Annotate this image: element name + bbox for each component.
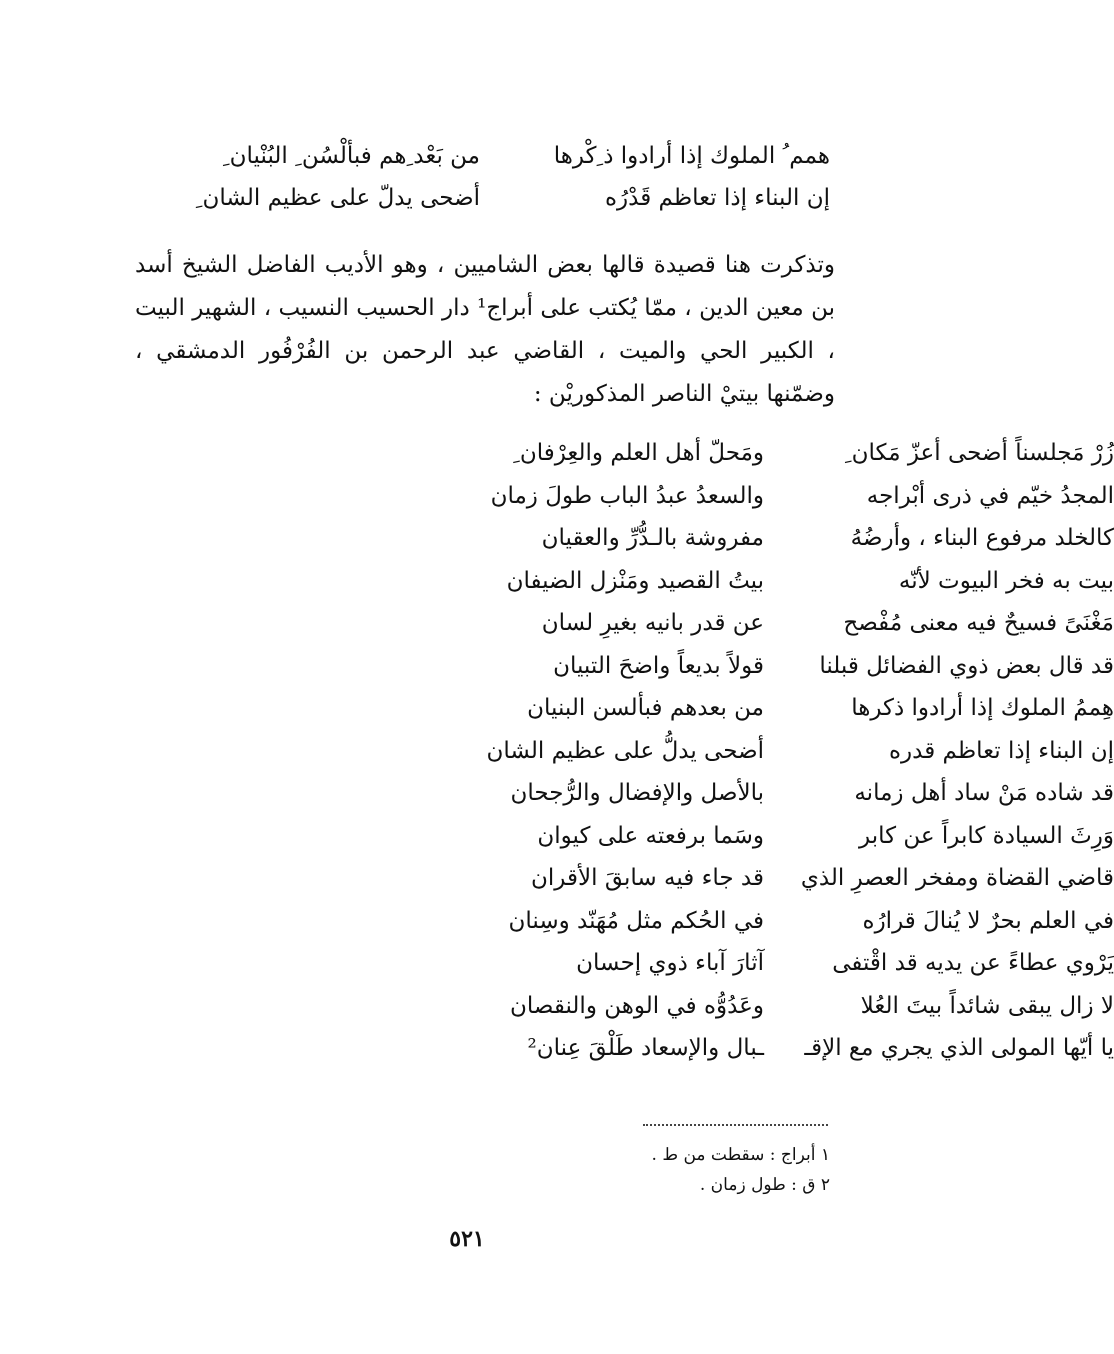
verse-second-hemistich: أضحى يدلُّ على عظيم الشان [486, 737, 764, 764]
verse-second-hemistich: والسعدُ عبدُ الباب طولَ زمان [490, 482, 764, 509]
footnote-divider [643, 1124, 828, 1126]
verse-first-hemistich: هِممُ الملوك إذا أرادوا ذكرها [851, 695, 1114, 722]
poem-verse [464, 900, 1114, 943]
verse-second-hemistich: ومَحلّ أهل العلم والعِرْفان ِ [513, 440, 764, 467]
verse-first-hemistich: لا زال يبقى شائداً بيتَ العُلا [860, 992, 1114, 1019]
poem-verse [464, 942, 1114, 985]
verse-first-hemistich: إن البناء إذا تعاظم قَدْرُه [605, 185, 830, 211]
verse-second-hemistich: من بعدهم فبألسن البنيان [527, 695, 764, 722]
verse-first-hemistich: مَغْنَىً فسيحٌ فيه معنى مُفْصح [843, 610, 1114, 637]
poem-verse [464, 815, 1114, 858]
verse-first-hemistich: وَرِثَ السيادة كابراً عن كابر [859, 822, 1114, 849]
footnote-2: ٢ ق : طول زمان . [699, 1175, 830, 1195]
poem-verse [464, 645, 1114, 688]
verse-second-hemistich: في الحُكم مثل مُهَنّد وسِنان [508, 907, 764, 934]
verse-second-hemistich: بيتُ القصيد ومَنْزل الضيفان [506, 567, 764, 594]
verse-first-hemistich: إن البناء إذا تعاظم قدره [889, 737, 1114, 764]
footnote-1: ١ أبراج : سقطت من ط . [651, 1145, 830, 1165]
page-number: ٥٢١ [449, 1226, 485, 1252]
poem-verse [464, 517, 1114, 560]
verse-first-hemistich: المجدُ خيّم في ذرى أبْراجه [866, 482, 1114, 509]
verse-first-hemistich: كالخلد مرفوع البناء ، وأرضُهُ [850, 525, 1114, 552]
poem-verse [464, 857, 1114, 900]
verse-second-hemistich: وسَما برفعته على كيوان [537, 822, 764, 849]
verse-second-hemistich: آثارَ آباء ذوي إحسان [576, 950, 764, 977]
poem-verse [464, 560, 1114, 603]
poem-verse [464, 687, 1114, 730]
poem-verse [464, 1027, 1114, 1070]
verse-second-hemistich: قد جاء فيه سابقَ الأقران [531, 865, 764, 892]
poem-verse [464, 432, 1114, 475]
verse-first-hemistich: في العلم بحرٌ لا يُنالَ قرارُه [862, 907, 1114, 934]
body-paragraph: وتذكرت هنا قصيدة قالها بعض الشاميين ، وهو الأديب الفاضل الشيخ أسد بن معين الدين ، ممّا يُكتب على أبراج¹ دار الحسيب النسيب ، الشهير البيت ، الكبير الحي والميت ، القاضي عبد الرحمن بن الفُرْفُور الدمشقي ، وضمّنها بيتيْ الناصر المذكوريْن : [135, 252, 835, 407]
verse-first-hemistich: قاضي القضاة ومفخر العصرِ الذي [800, 865, 1114, 892]
footnotes [540, 1140, 830, 1200]
verse-first-hemistich: همم ُ الملوك إذا أرادوا ذ ِكْرها [553, 143, 830, 169]
poem-verse [464, 730, 1114, 773]
top-verse-1 [180, 136, 830, 176]
verse-first-hemistich: زُرْ مَجلسناً أضحى أعزّ مَكان ِ [844, 440, 1114, 467]
verse-second-hemistich: وعَدُوُّه في الوهن والنقصان [510, 992, 764, 1019]
verse-first-hemistich: قد قال بعض ذوي الفضائل قبلنا [819, 652, 1114, 679]
poem [0, 432, 1114, 1070]
verse-second-hemistich: بالأصل والإفضال والرُّجحان [510, 780, 764, 807]
verse-second-hemistich: مفروشة بالـدُّرِّ والعقيان [541, 525, 764, 552]
verse-second-hemistich: عن قدر بانيه بغيرِ لسان [541, 610, 764, 637]
verse-second-hemistich: من بَعْد ِهم فبألْسُن ِ البُنْيان ِ [222, 143, 480, 169]
verse-first-hemistich: قد شاده مَنْ ساد أهل زمانه [854, 780, 1114, 807]
verse-second-hemistich: قولاً بديعاً واضحَ التبيان [553, 652, 764, 679]
poem-verse [464, 602, 1114, 645]
poem-verse [464, 772, 1114, 815]
verse-first-hemistich: بيت به فخر البيوت لأنّه [898, 567, 1114, 594]
verse-first-hemistich: يا أيّها المولى الذي يجري مع الإقـ [804, 1035, 1114, 1062]
verse-second-hemistich: ـبال والإسعاد طَلْقَ عِنان² [527, 1035, 764, 1062]
poem-verse [464, 475, 1114, 518]
verse-first-hemistich: يَرْوي عطاءً عن يديه قد اقْتفى [832, 950, 1114, 977]
verse-second-hemistich: أضحى يدلّ على عظيم الشان ِ [195, 185, 480, 211]
top-verse-2 [180, 178, 830, 218]
poem-verse [464, 985, 1114, 1028]
